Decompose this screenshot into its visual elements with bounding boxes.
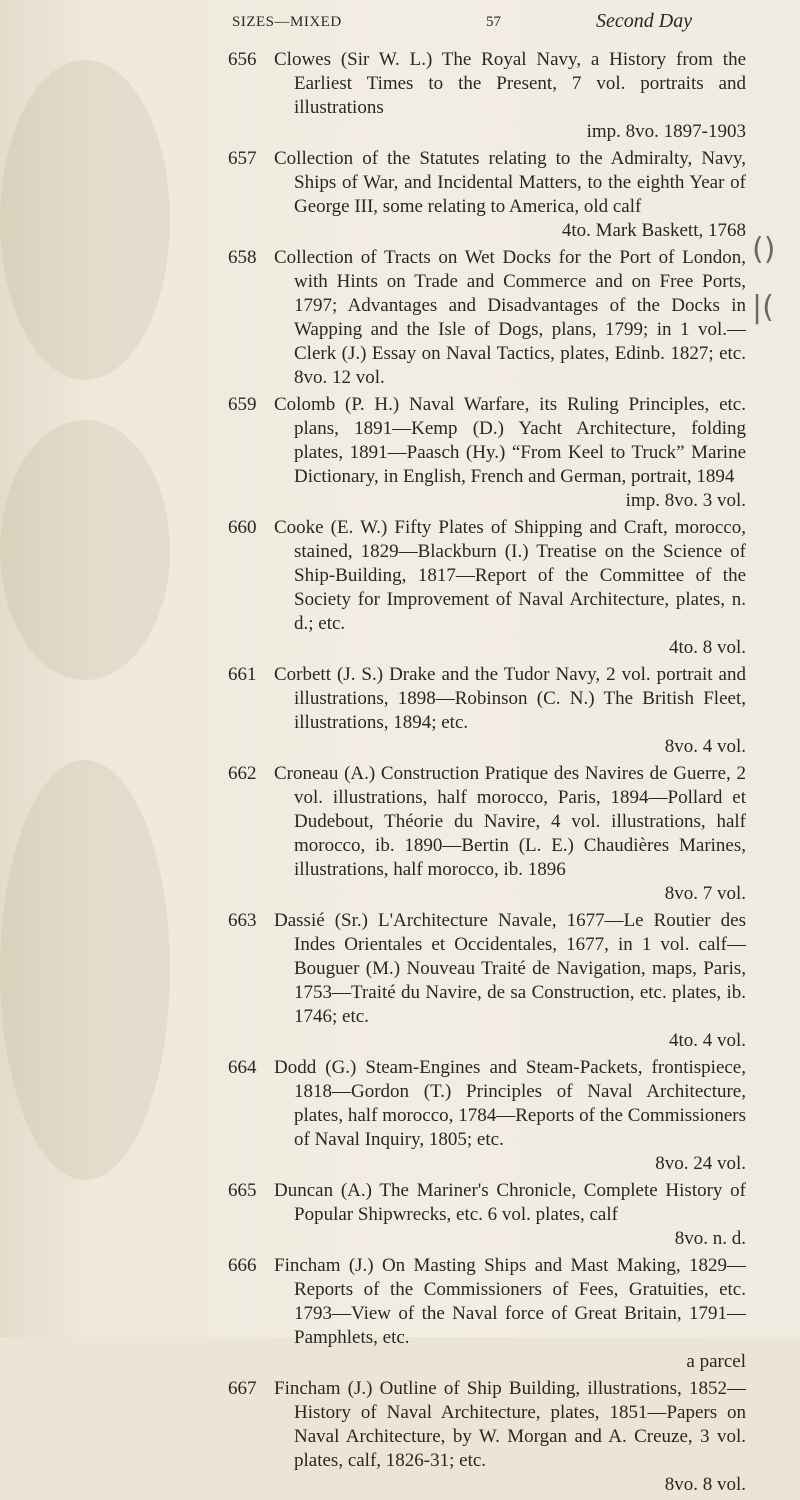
lot-format: imp. 8vo. 3 vol.: [625, 490, 746, 511]
margin-bracket-mark: |(: [752, 290, 774, 325]
lot-format: 8vo. n. d.: [674, 1228, 746, 1249]
lot-entry: [0, 246, 800, 390]
lot-entry: [0, 147, 800, 243]
lot-entry: [0, 762, 800, 906]
lot-format: 8vo. 24 vol.: [655, 1153, 746, 1174]
page-header: [0, 8, 800, 38]
lot-entry: [0, 1254, 800, 1374]
lot-description: Corbett (J. S.) Drake and the Tudor Navy, 2 vol. portrait and illustrations, 1898—Robinson (C. N.) The British Fleet, illustrations, 1894; etc.: [274, 664, 746, 733]
lot-entry: [0, 1179, 800, 1251]
lot-number: 658: [228, 247, 257, 268]
lot-number: 665: [228, 1180, 257, 1201]
lot-format: 8vo. 4 vol.: [664, 736, 746, 757]
lot-number: 656: [228, 49, 257, 70]
lot-entry: [0, 48, 800, 144]
page-number: 57: [486, 14, 501, 30]
header-section-title: SIZES—MIXED: [232, 14, 342, 30]
lot-number: 663: [228, 910, 257, 931]
lot-description: Cooke (E. W.) Fifty Plates of Shipping and Craft, morocco, stained, 1829—Blackburn (I.) Treatise on the Science of Ship-Building, 1817—Report of the Committee of the Society for Improvement of Naval Architecture, plates, n. d.; etc.: [274, 517, 746, 634]
lot-entry: [0, 1056, 800, 1176]
lot-description: Colomb (P. H.) Naval Warfare, its Ruling Principles, etc. plans, 1891—Kemp (D.) Yacht Architecture, folding plates, 1891—Paasch (Hy.) “From Keel to Truck” Marine Dictionary, in English, French and German, portrait, 1894: [274, 394, 746, 487]
lot-number: 664: [228, 1057, 257, 1078]
lot-format: 4to. 4 vol.: [668, 1030, 746, 1051]
lot-number: 659: [228, 394, 257, 415]
lot-entry: [0, 663, 800, 759]
lot-format: 4to. Mark Baskett, 1768: [561, 220, 746, 241]
lot-description: Duncan (A.) The Mariner's Chronicle, Complete History of Popular Shipwrecks, etc. 6 vol. plates, calf: [274, 1180, 746, 1225]
lot-number: 661: [228, 664, 257, 685]
lot-entry: [0, 909, 800, 1053]
margin-bracket-mark: (): [752, 232, 776, 267]
lot-format: 8vo. 8 vol.: [664, 1474, 746, 1495]
lot-description: Dassié (Sr.) L'Architecture Navale, 1677—Le Routier des Indes Orientales et Occidentales, 1677, in 1 vol. calf—Bouguer (M.) Nouveau Traité de Navigation, maps, Paris, 1753—Traité du Navire, de sa Construction, etc. plates, ib. 1746; etc.: [274, 910, 746, 1027]
lot-description: Clowes (Sir W. L.) The Royal Navy, a History from the Earliest Times to the Present, 7 vol. portraits and illustrations: [274, 49, 746, 118]
lot-entry: [0, 1377, 800, 1497]
lot-description: Collection of the Statutes relating to the Admiralty, Navy, Ships of War, and Incidental Matters, to the eighth Year of George III, some relating to America, old calf: [274, 148, 746, 217]
lot-description: Croneau (A.) Construction Pratique des Navires de Guerre, 2 vol. illustrations, half morocco, Paris, 1894—Pollard et Dudebout, Théorie du Navire, 4 vol. illustrations, half morocco, ib. 1890—Bertin (L. E.) Chaudières Marines, illustrations, half morocco, ib. 1896: [274, 763, 746, 880]
lot-description: Fincham (J.) Outline of Ship Building, illustrations, 1852—History of Naval Architecture, plates, 1851—Papers on Naval Architecture, by W. Morgan and A. Creuze, 3 vol. plates, calf, 1826-31; etc.: [274, 1378, 746, 1471]
lot-format: 8vo. 7 vol.: [664, 883, 746, 904]
lot-entry: [0, 516, 800, 660]
lot-description: Dodd (G.) Steam-Engines and Steam-Packets, frontispiece, 1818—Gordon (T.) Principles of Naval Architecture, plates, half morocco, 1784—Reports of the Commissioners of Naval Inquiry, 1805; etc.: [274, 1057, 746, 1150]
lot-entry: [0, 393, 800, 513]
lot-number: 657: [228, 148, 257, 169]
lot-format: imp. 8vo. 1897-1903: [586, 121, 746, 142]
header-day: Second Day: [596, 10, 693, 32]
lot-list: [0, 48, 800, 1500]
lot-format: a parcel: [686, 1351, 746, 1372]
lot-description: Collection of Tracts on Wet Docks for the Port of London, with Hints on Trade and Commerce and on Free Ports, 1797; Advantages and Disadvantages of the Docks in Wapping and the Isle of Dogs, plans, 1799; in 1 vol.—Clerk (J.) Essay on Naval Tactics, plates, Edinb. 1827; etc. 8vo. 12 vol.: [274, 247, 746, 388]
lot-description: Fincham (J.) On Masting Ships and Mast Making, 1829—Reports of the Commissioners of Fees, Gratuities, etc. 1793—View of the Naval force of Great Britain, 1791—Pamphlets, etc.: [274, 1255, 746, 1348]
lot-format: 4to. 8 vol.: [668, 637, 746, 658]
lot-number: 662: [228, 763, 257, 784]
lot-number: 660: [228, 517, 257, 538]
lot-number: 666: [228, 1255, 257, 1276]
lot-number: 667: [228, 1378, 257, 1399]
